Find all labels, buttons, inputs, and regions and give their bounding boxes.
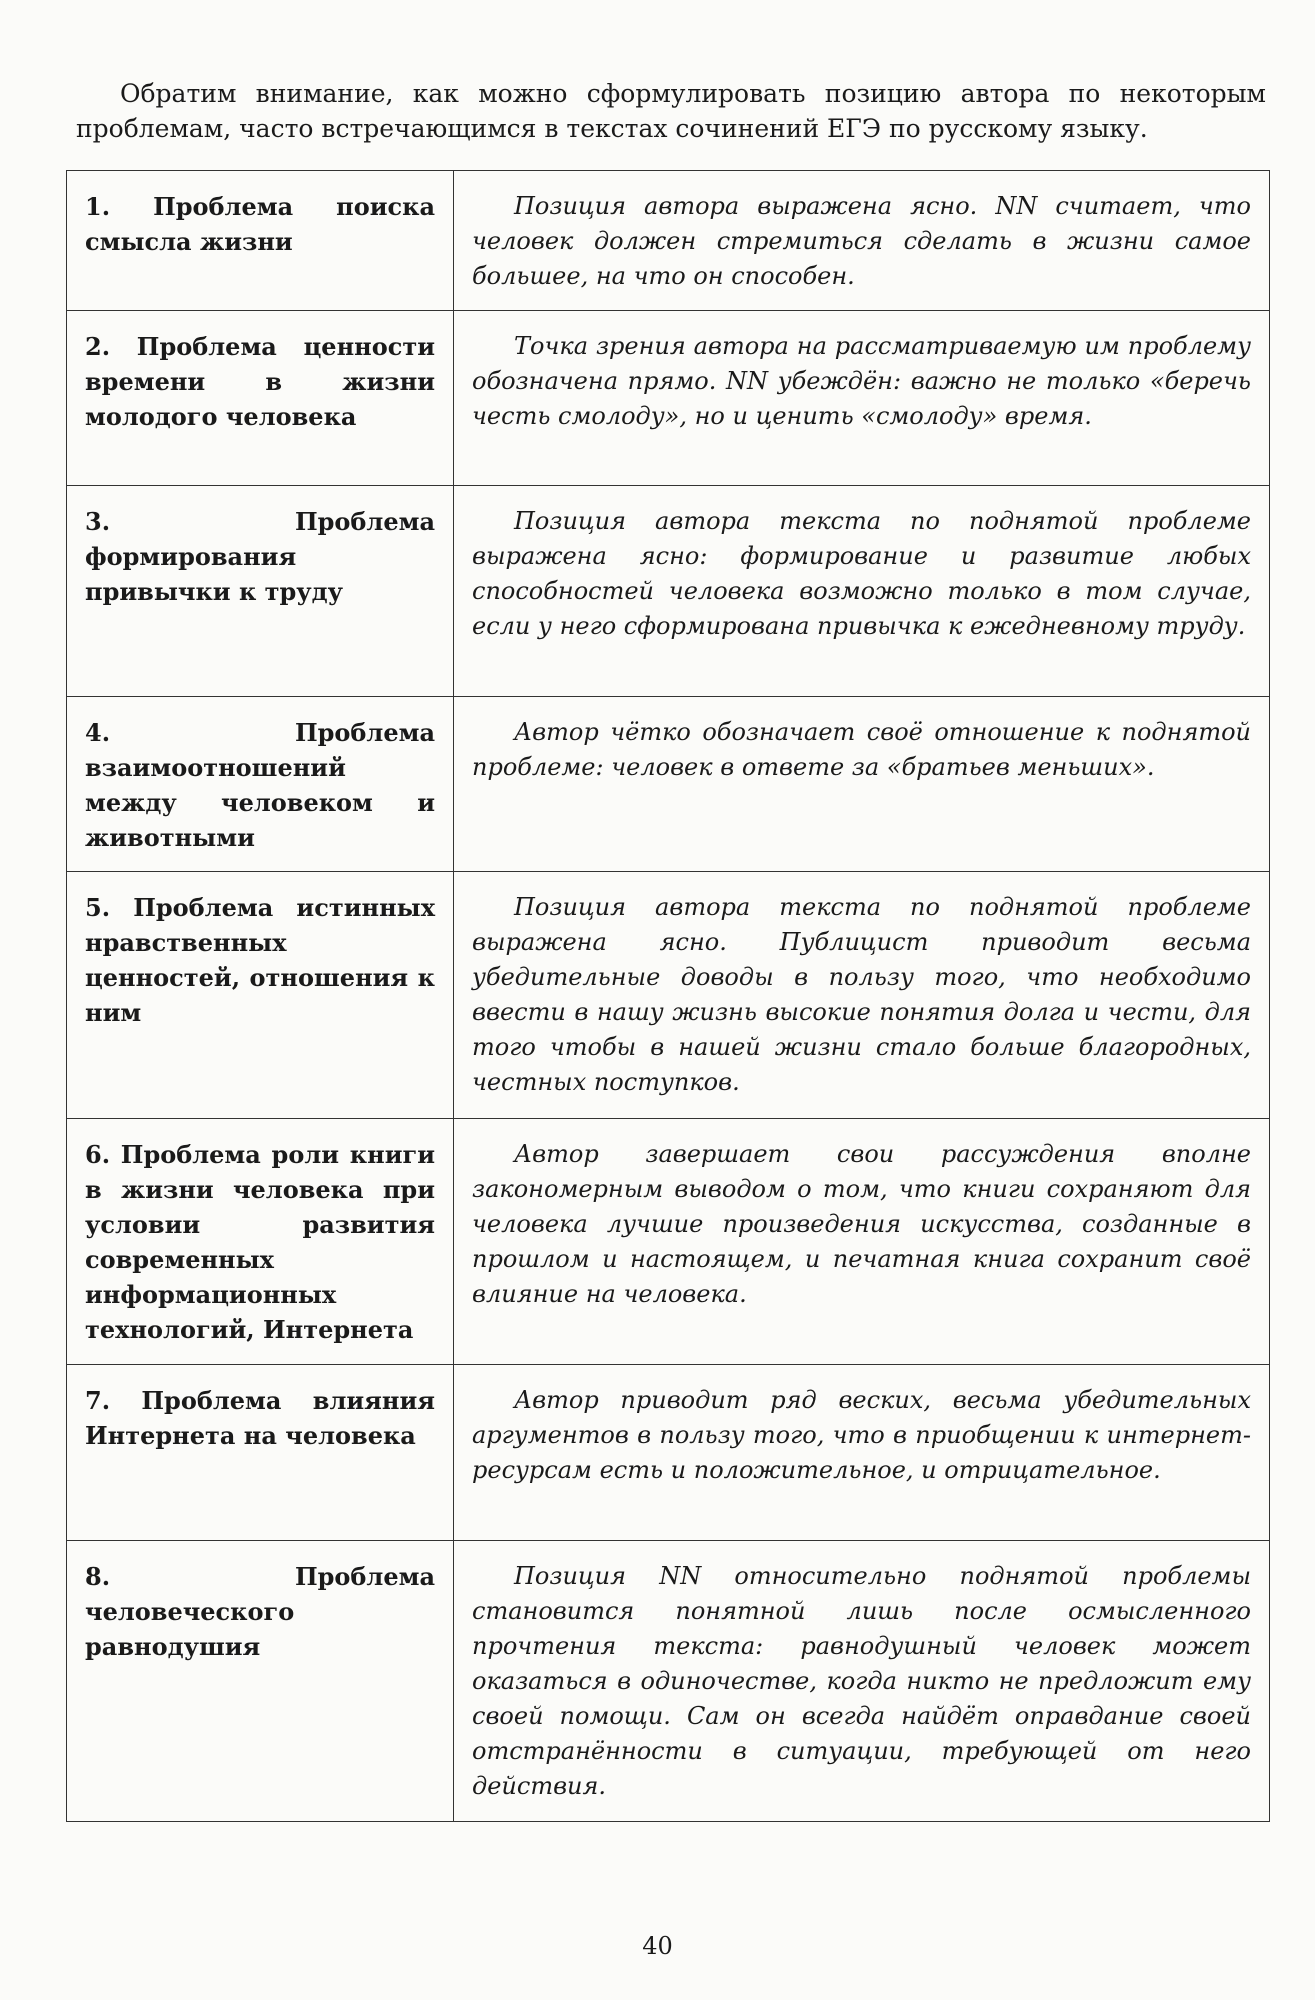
problem-cell: 8. Проблема человеческого равнодушия xyxy=(67,1541,454,1822)
table-row xyxy=(67,697,1270,872)
table-row xyxy=(67,1541,1270,1822)
problem-cell: 5. Проблема истинных нравственных ценностей, отношения к ним xyxy=(67,872,454,1119)
intro-paragraph: Обратим внимание, как можно сформулировать позицию автора по некоторым проблемам, часто встречающимся в текстах сочинений ЕГЭ по русскому языку. xyxy=(76,79,1266,143)
table-row xyxy=(67,486,1270,697)
problems-table xyxy=(66,170,1270,1822)
author-position-cell: Позиция автора выражена ясно. NN считает, что человек должен стремиться сделать в жизни самое большее, на что он способен. xyxy=(454,171,1270,311)
problem-cell: 2. Проблема ценности времени в жизни молодого человека xyxy=(67,311,454,486)
problem-cell: 7. Проблема влияния Интернета на человека xyxy=(67,1365,454,1541)
table-row xyxy=(67,171,1270,311)
table-row xyxy=(67,872,1270,1119)
table-row xyxy=(67,1365,1270,1541)
table-row xyxy=(67,1119,1270,1365)
author-position-cell: Позиция автора текста по поднятой проблеме выражена ясно: формирование и развитие любых способностей человека возможно только в том случае, если у него сформирована привычка к ежедневному труду. xyxy=(454,486,1270,697)
problem-cell: 3. Проблема формирования привычки к труду xyxy=(67,486,454,697)
author-position-cell: Позиция NN относительно поднятой проблемы становится понятной лишь после осмысленного прочтения текста: равнодушный человек может оказаться в одиночестве, когда никто не предложит ему своей помощи. Сам он всегда найдёт оправдание своей отстранённости в ситуации, требующей от него действия. xyxy=(454,1541,1270,1822)
page-number: 40 xyxy=(642,1932,673,1960)
author-position-cell: Позиция автора текста по поднятой проблеме выражена ясно. Публицист приводит весьма убедительные доводы в пользу того, что необходимо ввести в нашу жизнь высокие понятия долга и чести, для того чтобы в нашей жизни стало больше благородных, честных поступков. xyxy=(454,872,1270,1119)
problem-cell: 1. Проблема поиска смысла жизни xyxy=(67,171,454,311)
table-row xyxy=(67,311,1270,486)
author-position-cell: Автор чётко обозначает своё отношение к поднятой проблеме: человек в ответе за «братьев меньших». xyxy=(454,697,1270,872)
problem-cell: 4. Проблема взаимоотношений между человеком и животными xyxy=(67,697,454,872)
problem-cell: 6. Проблема роли книги в жизни человека при условии развития современных информационных технологий, Интернета xyxy=(67,1119,454,1365)
author-position-cell: Точка зрения автора на рассматриваемую им проблему обозначена прямо. NN убеждён: важно не только «беречь честь смолоду», но и ценить «смолоду» время. xyxy=(454,311,1270,486)
author-position-cell: Автор завершает свои рассуждения вполне закономерным выводом о том, что книги сохраняют для человека лучшие произведения искусства, созданные в прошлом и настоящем, и печатная книга сохранит своё влияние на человека. xyxy=(454,1119,1270,1365)
author-position-cell: Автор приводит ряд веских, весьма убедительных аргументов в пользу того, что в приобщении к интернет-ресурсам есть и положительное, и отрицательное. xyxy=(454,1365,1270,1541)
